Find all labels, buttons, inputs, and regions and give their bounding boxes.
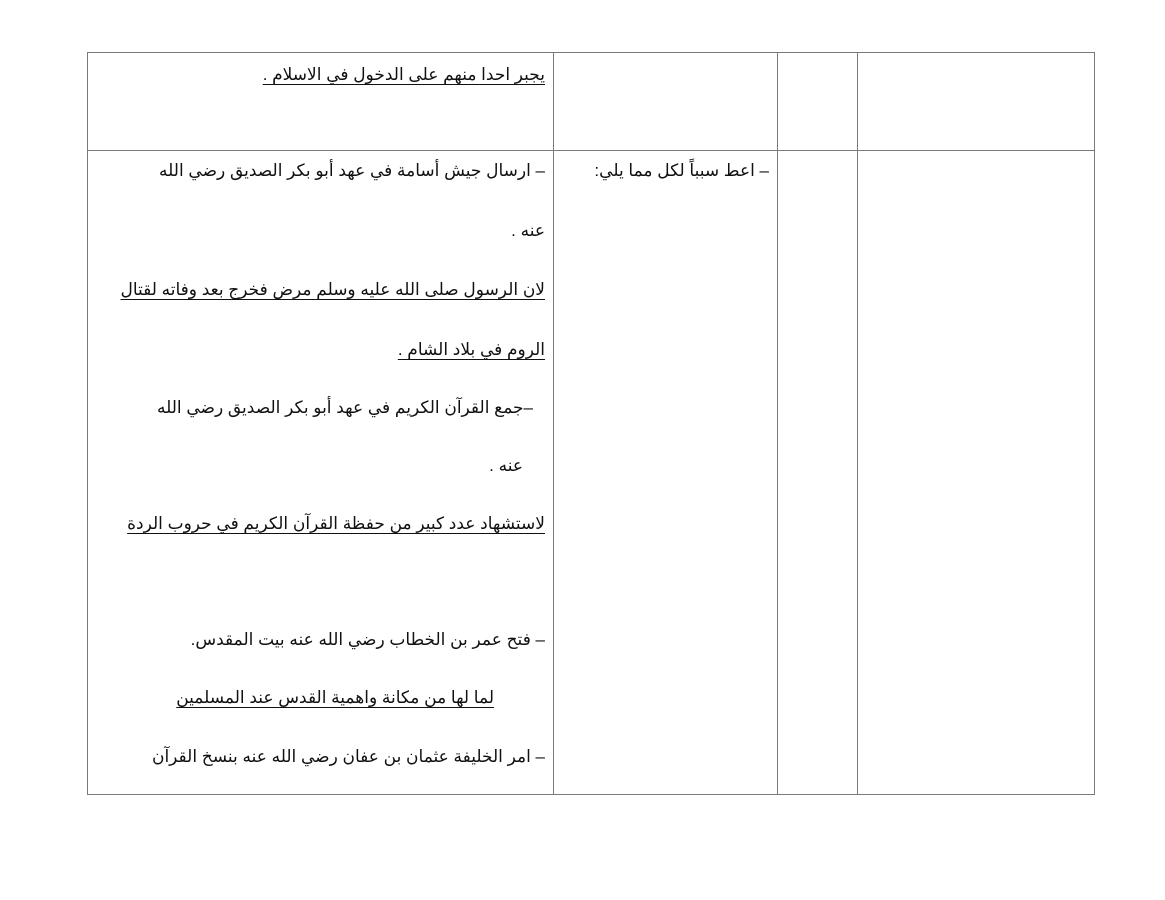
- answer-line: يجبر احدا منهم على الدخول في الاسلام .: [262, 65, 545, 84]
- answer-line: لان الرسول صلى الله عليه وسلم مرض فخرج بعد وفاته لقتال: [120, 280, 545, 299]
- row-1-number-cell: [857, 53, 1094, 150]
- row-2-mark-cell: [777, 151, 857, 794]
- worksheet-table: [87, 52, 1095, 795]
- answer-line: – فتح عمر بن الخطاب رضي الله عنه بيت المقدس.: [190, 630, 545, 649]
- answer-line: عنه .: [489, 456, 523, 475]
- answer-line: لما لها من مكانة واهمية القدس عند المسلمين: [176, 688, 494, 707]
- row-1-answer-cell: [88, 53, 553, 150]
- row-1-question-cell: [553, 53, 777, 150]
- row-1-mark-cell: [777, 53, 857, 150]
- question-text: – اعط سبباً لكل مما يلي:: [594, 161, 769, 180]
- row-2-answer-cell: [88, 151, 553, 794]
- answer-line: الروم في بلاد الشام .: [397, 340, 545, 359]
- answer-line: – ارسال جيش أسامة في عهد أبو بكر الصديق رضي الله: [159, 161, 545, 180]
- row-2-number-cell: [857, 151, 1094, 794]
- answer-line: لاستشهاد عدد كبير من حفظة القرآن الكريم في حروب الردة: [127, 514, 545, 533]
- row-2-question-cell: [553, 151, 777, 794]
- answer-line: –جمع القرآن الكريم في عهد أبو بكر الصديق رضي الله: [156, 398, 533, 417]
- answer-line: – امر الخليفة عثمان بن عفان رضي الله عنه بنسخ القرآن: [151, 747, 545, 766]
- answer-line: عنه .: [511, 221, 545, 240]
